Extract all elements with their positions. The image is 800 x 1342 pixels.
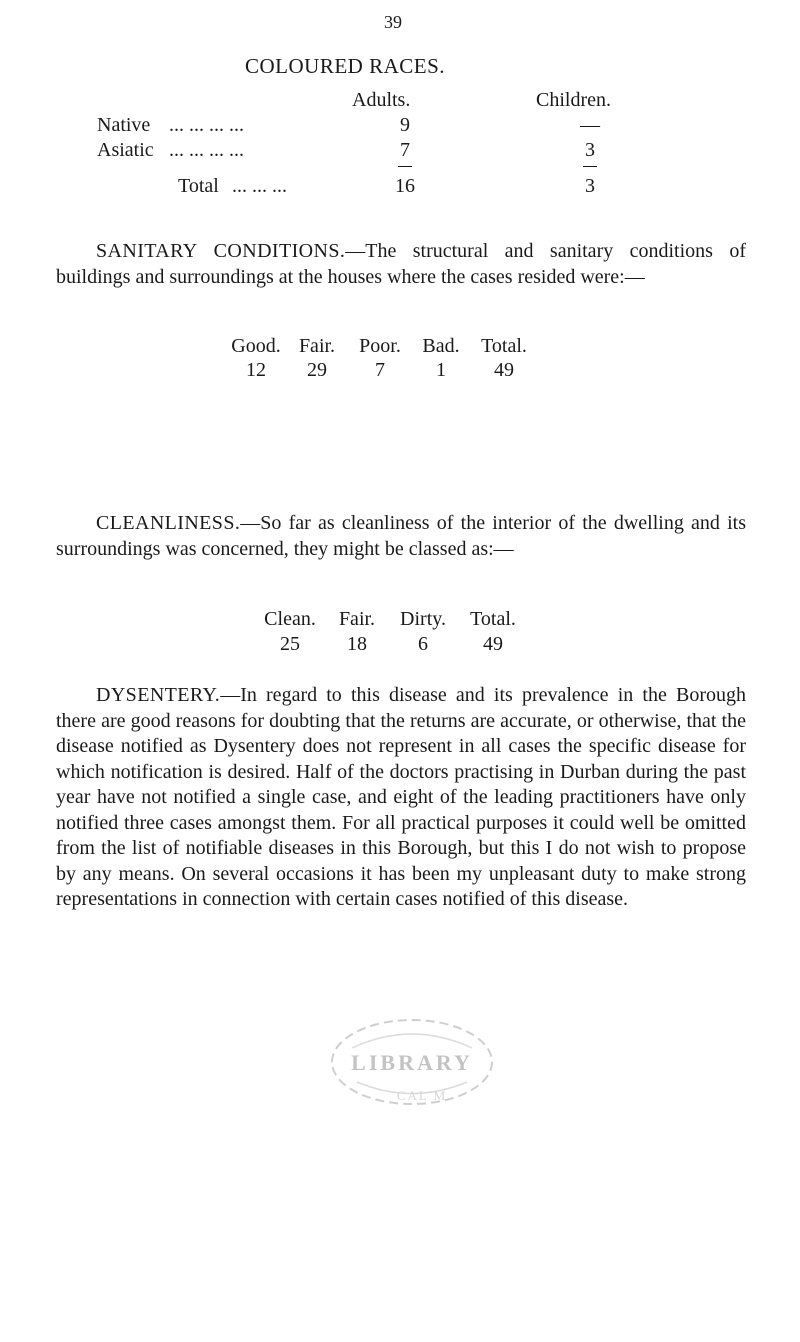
total-rule (583, 166, 597, 167)
adults-value: 7 (400, 139, 410, 161)
table-cell: 25 (280, 633, 300, 655)
dot-leader: ... ... ... ... (169, 139, 244, 161)
dysentery-text: —In regard to this disease and its prevalence in the Borough there are good reasons for doubting that the returns are accurate, or otherwise, that the disease notified as Dysentery does not represent in all cases the specific disease for which notification is desired. Half of the doctors practising in Durban during the past year have not notified a single case, and eight of the leading practitioners have only notified three cases amongst them. For all practical purposes it could well be omitted from the list of notifiable diseases in this Borough, but this I do not wish to propose by any means. On several occasions it has been my unpleasant duty to make strong representations in connection with certain cases notified of this disease. (56, 684, 746, 910)
table-header: Good. (231, 335, 281, 357)
total-label: Total (178, 175, 219, 197)
page-number: 39 (384, 12, 402, 32)
cleanliness-paragraph (56, 511, 746, 562)
adults-total: 16 (395, 175, 415, 197)
dysentery-paragraph (56, 683, 746, 913)
sanitary-paragraph (56, 239, 746, 290)
table-cell: 12 (246, 359, 266, 381)
children-value: 3 (585, 139, 595, 161)
sanitary-text: —The structural and sanitary conditions of buildings and surroundings at the houses where the cases resided were:— (56, 240, 746, 288)
stamp-text: LIBRARY (351, 1050, 473, 1075)
table-cell: 7 (375, 359, 385, 381)
adults-value: 9 (400, 114, 410, 136)
table-header: Bad. (422, 335, 460, 357)
dot-leader: ... ... ... ... (169, 114, 244, 136)
table-cell: 29 (307, 359, 327, 381)
children-total: 3 (585, 175, 595, 197)
table-header: Dirty. (400, 608, 446, 630)
stamp-text-lower: CAL M (396, 1088, 448, 1103)
table-header: Total. (481, 335, 527, 357)
table-cell: 18 (347, 633, 367, 655)
row-label: Asiatic (97, 139, 154, 161)
adults-column-header: Adults. (352, 89, 411, 111)
children-value: — (580, 114, 600, 136)
children-column-header: Children. (536, 89, 611, 111)
total-rule (398, 166, 412, 167)
row-label: Native (97, 114, 151, 136)
library-stamp (322, 1010, 502, 1110)
table-cell: 49 (483, 633, 503, 655)
table-header: Total. (470, 608, 516, 630)
sanitary-heading: SANITARY CONDITIONS. (96, 240, 346, 262)
table-cell: 6 (418, 633, 428, 655)
cleanliness-heading: CLEANLINESS. (96, 512, 241, 534)
table-cell: 1 (436, 359, 446, 381)
table-header: Poor. (359, 335, 401, 357)
table-header: Fair. (298, 335, 336, 357)
coloured-races-title: COLOURED RACES. (245, 54, 446, 78)
cleanliness-text: —So far as cleanliness of the interior of the dwelling and its surroundings was concerned, they might be classed as:— (56, 512, 746, 560)
table-header: Clean. (264, 608, 316, 630)
table-cell: 49 (494, 359, 514, 381)
table-header: Fair. (338, 608, 376, 630)
dot-leader: ... ... ... (232, 175, 287, 197)
dysentery-heading: DYSENTERY. (96, 684, 221, 706)
